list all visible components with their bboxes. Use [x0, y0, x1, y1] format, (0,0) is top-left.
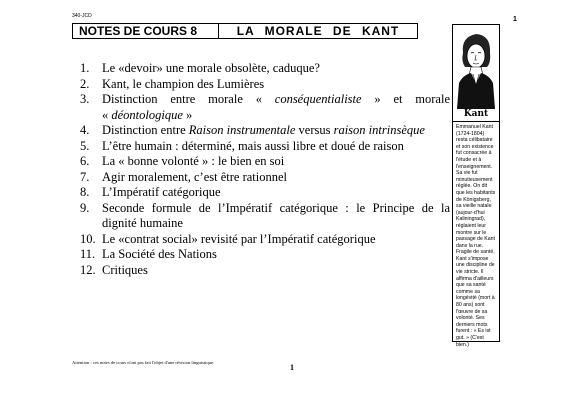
item-text: Le «devoir» une morale obsolète, caduque? [102, 61, 320, 75]
portrait-engraving [453, 25, 499, 109]
page-title: LA MORALE DE KANT [236, 24, 400, 38]
item-number: 7. [80, 169, 90, 184]
list-item [80, 139, 450, 155]
item-text: Agir moralement, c’est être rationnel [102, 169, 287, 184]
item-text: L’Impératif catégorique [102, 185, 221, 199]
item-number: 4. [80, 123, 90, 137]
item-text: Distinction entre Raison instrumentale versus raison intrinsèque [102, 123, 425, 137]
item-text-line: Distinction entre morale « conséquentialiste » et morale [102, 92, 450, 106]
list-item [80, 77, 450, 93]
item-number: 6. [80, 154, 90, 168]
item-text-line: dignité humaine [102, 216, 183, 230]
course-notes-label: NOTES DE COURS 8 [73, 24, 219, 38]
page-number-bottom: 1 [290, 363, 294, 372]
list-item [80, 185, 450, 201]
footer-note: Attention : ces notes de cours n'ont pas fait l'objet d'une révision linguistique. [72, 360, 215, 365]
item-number: 9. [80, 200, 90, 215]
item-number: 11. [80, 247, 96, 261]
item-text [102, 92, 450, 123]
item-text [102, 201, 450, 232]
list-item [80, 247, 450, 263]
item-number: 2. [80, 76, 90, 91]
item-text-line: « déontologique » [102, 107, 193, 122]
list-item [80, 201, 450, 232]
list-item [80, 154, 450, 170]
item-number: 8. [80, 185, 90, 199]
kant-portrait [452, 24, 500, 122]
list-item [80, 61, 450, 77]
page-number-top: 1 [513, 16, 517, 23]
title-bar [72, 23, 418, 39]
item-text: La « bonne volonté » : le bien en soi [102, 154, 285, 168]
list-item [80, 263, 450, 279]
item-text: Le «contrat social» revisité par l’Impératif catégorique [102, 231, 376, 246]
list-item [80, 170, 450, 186]
item-text: Kant, le champion des Lumières [102, 76, 265, 91]
document-code: 340-JCD [72, 13, 92, 19]
item-number: 1. [80, 61, 90, 75]
item-text-line: Seconde formule de l’Impératif catégorique : le Principe de la [102, 200, 450, 215]
portrait-caption: Kant [463, 109, 489, 119]
item-text: Critiques [102, 262, 148, 277]
table-of-contents [80, 61, 450, 278]
item-number: 3. [80, 92, 90, 106]
item-number: 12. [80, 262, 96, 277]
item-text: L’être humain : déterminé, mais aussi libre et doué de raison [102, 138, 404, 153]
item-text: La Société des Nations [102, 247, 217, 261]
item-number: 5. [80, 138, 90, 153]
list-item [80, 232, 450, 248]
list-item [80, 123, 450, 139]
kant-biography: Emmanuel Kant (1724-1804) resta célibataire et son existence fut consacrée à l'étude et à l'enseignement. Sa vie fut minutieusement réglée. On dit que les habitants de Königsberg, sa vieille natale (aujour-d'hui Kaliningrad), réglaient leur montre sur le passage de Kant dans la rue. Fragile de santé, Kant s'impose une discipline de vie stricte. Il affirma d'ailleurs que sa santé comme sa longévité (mort à 80 ans) sont l'œuvre de sa volonté. Ses derniers mots furent : « Es ist gut. » (C'est bien.) [452, 122, 500, 342]
item-number: 10. [80, 231, 96, 246]
list-item [80, 92, 450, 123]
